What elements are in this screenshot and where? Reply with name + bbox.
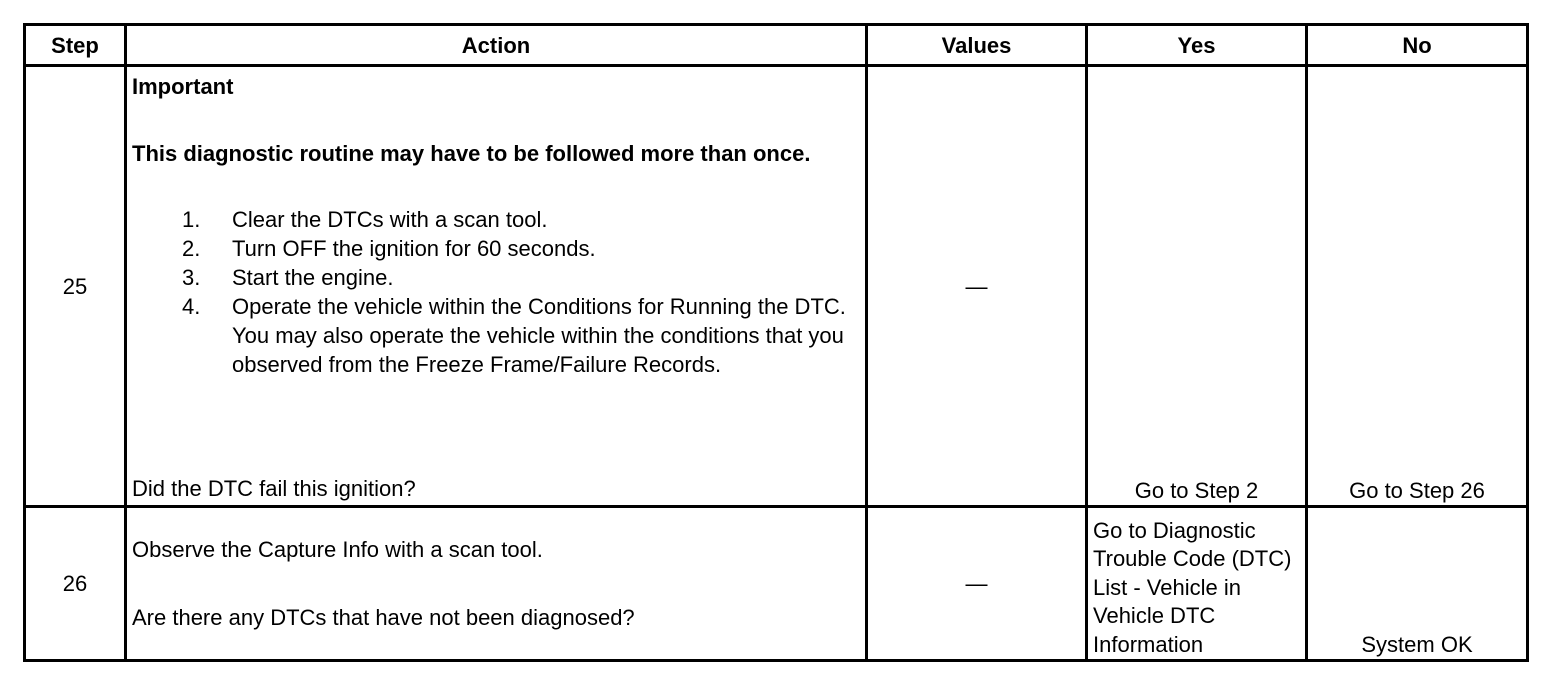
step-item-text: Clear the DTCs with a scan tool.	[232, 207, 548, 232]
header-action: Action	[126, 25, 867, 66]
step-item-number: 4.	[182, 294, 201, 319]
step-question: Are there any DTCs that have not been diagnosed?	[132, 605, 635, 630]
step-item-number: 1.	[182, 207, 201, 232]
step-instruction: Observe the Capture Info with a scan tool.	[132, 537, 543, 562]
diagnostic-table	[23, 23, 1529, 662]
list-item	[132, 263, 860, 292]
list-item	[132, 205, 860, 234]
header-row	[25, 25, 1528, 66]
procedure-steps	[132, 205, 860, 379]
table-row	[25, 66, 1528, 507]
action-cell	[126, 66, 867, 507]
no-cell: Go to Step 26	[1307, 66, 1528, 507]
header-step: Step	[25, 25, 126, 66]
header-values: Values	[867, 25, 1087, 66]
table-row	[25, 507, 1528, 661]
step-item-number: 2.	[182, 236, 201, 261]
no-cell: System OK	[1307, 507, 1528, 661]
step-number: 25	[25, 66, 126, 507]
list-item	[132, 292, 860, 379]
list-item	[132, 234, 860, 263]
header-yes: Yes	[1087, 25, 1307, 66]
action-cell	[126, 507, 867, 661]
step-item-number: 3.	[182, 265, 201, 290]
step-item-text: Operate the vehicle within the Conditions for Running the DTC. You may also operate the vehicle within the conditions that you observed from the Freeze Frame/Failure Records.	[232, 294, 846, 377]
step-item-text: Start the engine.	[232, 265, 394, 290]
step-number: 26	[25, 507, 126, 661]
yes-cell: Go to Step 2	[1087, 66, 1307, 507]
step-item-text: Turn OFF the ignition for 60 seconds.	[232, 236, 596, 261]
important-title: Important	[132, 74, 234, 99]
important-text: This diagnostic routine may have to be followed more than once.	[132, 141, 811, 166]
step-question: Did the DTC fail this ignition?	[132, 476, 416, 501]
values-cell: —	[867, 507, 1087, 661]
header-no: No	[1307, 25, 1528, 66]
yes-cell: Go to Diagnostic Trouble Code (DTC) List - Vehicle in Vehicle DTC Information	[1087, 507, 1307, 661]
values-cell: —	[867, 66, 1087, 507]
